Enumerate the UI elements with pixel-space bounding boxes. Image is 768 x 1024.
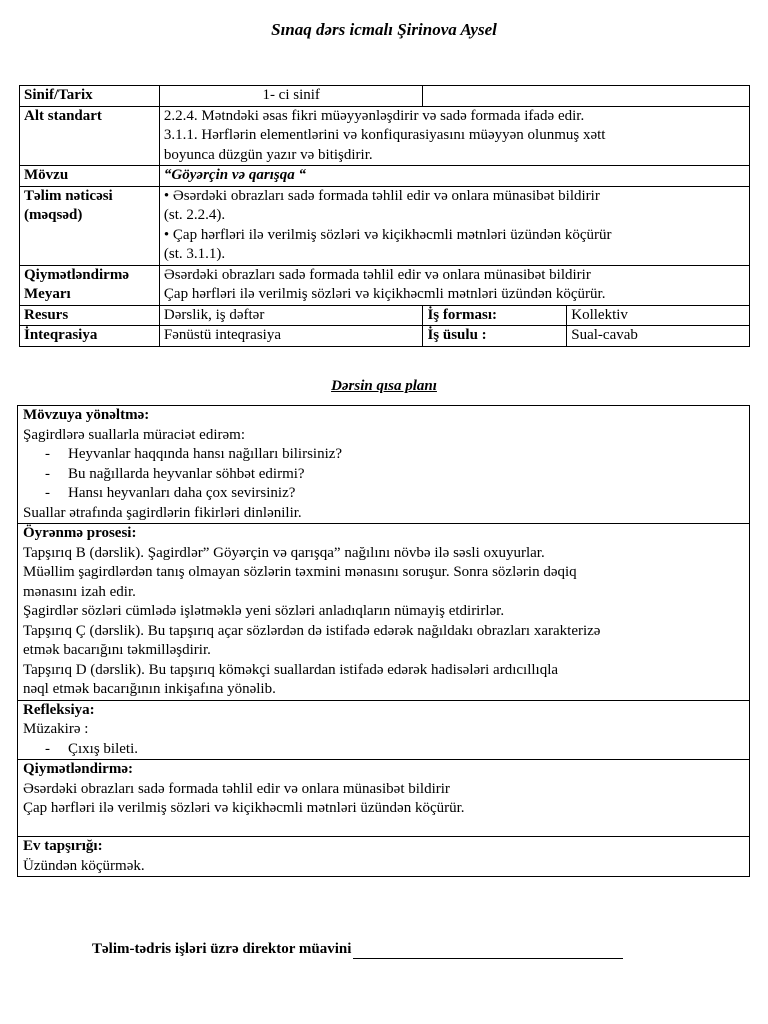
oyrenme-line: Şagirdlər sözləri cümlədə işlətməklə yeni sözləri anladıqların nümayiş etdirirlər.: [23, 603, 505, 619]
telim-line: • Çap hərfləri ilə verilmiş sözləri və kiçikhəcmli mətnləri üzündən köçürür: [163, 226, 612, 243]
oyrenme-line: Müəllim şagirdlərdən tanış olmayan sözlərin təxmini mənasını soruşur. Sonra sözlərin dəqiq: [23, 564, 577, 580]
oyrenme-line: Tapşırıq Ç (dərslik). Bu tapşırıq açar sözlərdən də istifadə edərək nağıldakı obrazları xarakterizə: [23, 622, 601, 639]
document-title: Sınaq dərs icmalı Şirinova Aysel: [271, 20, 497, 39]
movzu-label: Mövzu: [20, 166, 160, 187]
telim-label-line: Təlim nəticəsi: [24, 187, 113, 204]
oyrenme-line: Tapşırıq D (dərslik). Bu tapşırıq köməkçi suallardan istifadə edərək hadisələri ardıcıllıqla: [23, 661, 559, 678]
oyrenme-line: mənasını izah edir.: [23, 583, 136, 600]
oyrenme-line: Tapşırıq B (dərslik). Şagirdlər” Göyərçin və qarışqa” nağılını növbə ilə səsli oxuyurlar.: [23, 544, 545, 561]
plan-title: Dərsin qısa planı: [331, 378, 437, 394]
signature-line: [92, 939, 623, 959]
alt-standart-line: boyunca düzgün yazır və bitişdirir.: [163, 146, 373, 163]
question-item: - Heyvanlar haqqında hansı nağılları bilirsiniz?: [45, 446, 343, 462]
telim-line: (st. 3.1.1).: [163, 246, 226, 262]
oyrenme-line: nəql etmək bacarığının inkişafına yönəlib.: [23, 681, 276, 697]
telim-label: [20, 186, 160, 265]
question-item: - Hansı heyvanları daha çox sevirsiniz?: [45, 485, 296, 501]
telim-line: • Əsərdəki obrazları sadə formada təhlil edir və onlara münasibət bildirir: [163, 187, 600, 204]
qiymet-label-line: Meyarı: [24, 286, 71, 302]
telim-label-line: (məqsəd): [24, 207, 83, 223]
qiymet-line: Əsərdəki obrazları sadə formada təhlil edir və onlara münasibət bildirir: [163, 266, 591, 283]
row-alt-standart: [20, 106, 750, 166]
qiymet-value: [159, 265, 749, 305]
section-movzuya: [18, 406, 750, 524]
alt-standart-value: [159, 106, 749, 166]
lesson-info-table: [19, 85, 750, 347]
section-oyrenme: [18, 524, 750, 701]
row-sinif: [20, 86, 750, 107]
signature-label: Təlim-tədris işləri üzrə direktor müavini: [92, 941, 352, 957]
is-usulu-value: Sual-cavab: [567, 326, 750, 347]
is-formasi-label: İş forması:: [423, 305, 567, 326]
is-formasi-value: Kollektiv: [567, 305, 750, 326]
oyrenme-heading: Öyrənmə prosesi:: [23, 525, 137, 541]
resurs-value: Dərslik, iş dəftər: [159, 305, 423, 326]
sinif-value: 1- ci sinif: [159, 86, 423, 107]
inteqrasiya-label: İnteqrasiya: [20, 326, 160, 347]
alt-standart-label: Alt standart: [20, 106, 160, 166]
is-usulu-label: İş üsulu :: [423, 326, 567, 347]
refleksiya-heading: Refleksiya:: [23, 701, 95, 718]
section-qiymetlendirme: [18, 760, 750, 837]
refleksiya-cell: [18, 700, 750, 760]
row-resurs: [20, 305, 750, 326]
section-refleksiya: [18, 700, 750, 760]
qiymet-label-line: Qiymətləndirmə: [24, 266, 129, 283]
ev-heading: Ev tapşırığı:: [23, 838, 103, 854]
movzuya-cell: [18, 406, 750, 524]
alt-standart-line: 2.2.4. Mətndəki əsas fikri müəyyənləşdirir və sadə formada ifadə edir.: [163, 107, 585, 124]
qiymet-label: [20, 265, 160, 305]
qiymetlendirme-cell: [18, 760, 750, 837]
row-movzu: [20, 166, 750, 187]
row-qiymetlendirme: [20, 265, 750, 305]
qiymetlendirme-line: Əsərdəki obrazları sadə formada təhlil edir və onlara münasibət bildirir: [23, 780, 450, 797]
alt-standart-line: 3.1.1. Hərflərin elementlərini və konfiqurasiyasını müəyyən olunmuş xətt: [163, 127, 606, 143]
row-telim: [20, 186, 750, 265]
movzuya-outro: Suallar ətrafında şagirdlərin fikirləri dinlənilir.: [23, 504, 302, 521]
lesson-plan-table: [17, 405, 750, 877]
sinif-empty: [423, 86, 750, 107]
refleksiya-line: Müzakirə :: [23, 721, 89, 737]
inteqrasiya-value: Fənüstü inteqrasiya: [159, 326, 423, 347]
telim-value: [159, 186, 749, 265]
oyrenme-line: etmək bacarığını təkmilləşdirir.: [23, 642, 211, 658]
section-ev-tapshirigi: [18, 837, 750, 877]
refleksiya-item: - Çıxış bileti.: [45, 740, 139, 757]
ev-tapshirigi-cell: [18, 837, 750, 877]
movzuya-heading: Mövzuya yönəltmə:: [23, 407, 150, 423]
qiymet-line: Çap hərfləri ilə verilmiş sözləri və kiçikhəcmli mətnləri üzündən köçürür.: [163, 286, 606, 302]
movzuya-intro: Şagirdlərə suallarla müraciət edirəm:: [23, 426, 245, 443]
resurs-label: Resurs: [20, 305, 160, 326]
movzu-value: “Göyərçin və qarışqa “: [159, 166, 749, 187]
telim-line: (st. 2.2.4).: [163, 207, 226, 223]
qiymetlendirme-heading: Qiymətləndirmə:: [23, 761, 133, 777]
row-inteqrasiya: [20, 326, 750, 347]
ev-line: Üzündən köçürmək.: [23, 857, 145, 874]
signature-blank: [353, 943, 623, 959]
qiymetlendirme-line: Çap hərfləri ilə verilmiş sözləri və kiçikhəcmli mətnləri üzündən köçürür.: [23, 800, 465, 816]
oyrenme-cell: [18, 524, 750, 701]
sinif-label: Sinif/Tarix: [20, 86, 160, 107]
question-item: - Bu nağıllarda heyvanlar söhbət edirmi?: [45, 465, 305, 482]
